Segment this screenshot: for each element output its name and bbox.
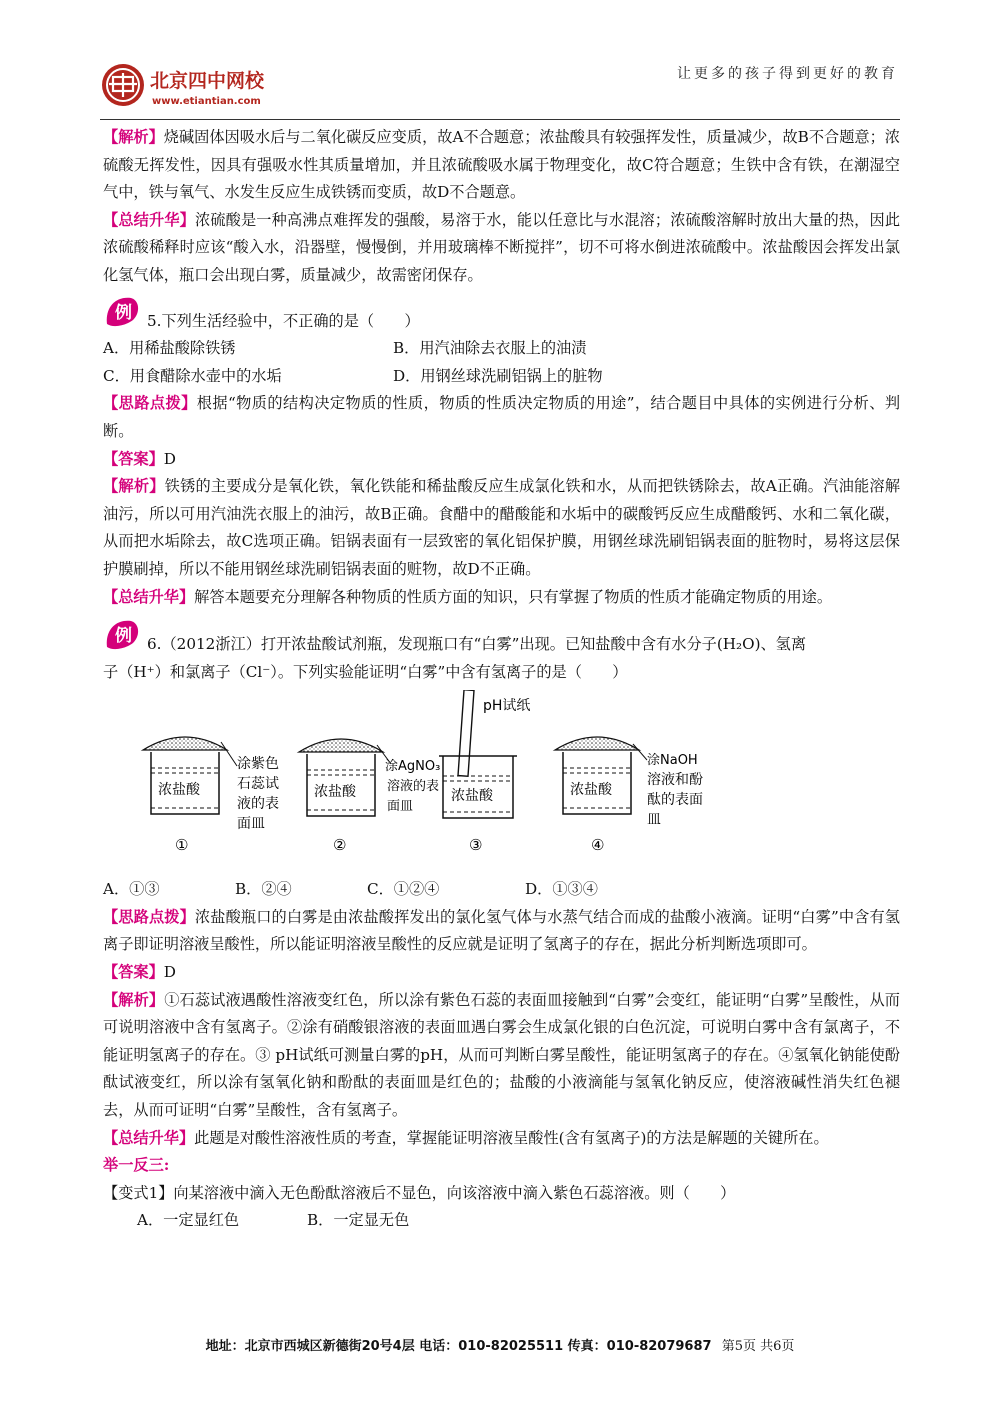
q5-options-row2	[103, 363, 900, 391]
page-content	[103, 124, 900, 1235]
beaker-4-number: ④	[591, 836, 605, 855]
beaker-3-label: 浓盐酸	[451, 788, 493, 805]
beaker-2-label: 浓盐酸	[314, 784, 356, 801]
block1-analysis	[103, 124, 900, 207]
example-badge-text: 例	[115, 302, 132, 323]
q5-summary	[103, 584, 900, 612]
q5-hint	[103, 390, 900, 445]
q5-answer	[103, 446, 900, 474]
q5-option-a: A．用稀盐酸除铁锈	[103, 339, 236, 358]
label-4-line4: 皿	[647, 812, 661, 829]
q6-options	[103, 876, 900, 904]
q6-option-a: A．①③	[103, 880, 160, 899]
hint-text: 浓盐酸瓶口的白雾是由浓盐酸挥发出的氯化氢气体与水蒸气结合而成的盐酸小液滴。证明“白雾”中含有氢离子即证明溶液呈酸性，所以能证明溶液呈酸性的反应就是证明了氢离子的存在，据此分析判断选项即可。	[103, 907, 900, 954]
q5-options-row1	[103, 335, 900, 363]
question-5	[103, 302, 900, 336]
beaker-4	[555, 737, 703, 854]
question-6-text-line2: 子（H⁺）和氯离子（Cl⁻）。下列实验能证明“白雾”中含有氢离子的是（ ）	[103, 662, 628, 681]
summary-text: 解答本题要充分理解各种物质的性质方面的知识，只有掌握了物质的性质才能确定物质的用途。	[194, 587, 832, 606]
analysis-text: 烧碱固体因吸水后与二氧化碳反应变质，故A不合题意；浓盐酸具有较强挥发性，质量减少，故B不合题意；浓硫酸无挥发性，因具有强吸水性其质量增加，并且浓硫酸吸水属于物理变化，故C符合题意；生铁中含有铁，在潮湿空气中，铁与氧气、水发生反应生成铁锈而变质，故D不合题意。	[103, 128, 900, 202]
beaker-1	[143, 737, 279, 854]
analysis-tag: 【解析】	[103, 477, 165, 496]
q6-hint	[103, 904, 900, 959]
summary-tag: 【总结升华】	[103, 587, 195, 606]
answer-text: D	[163, 963, 176, 982]
beaker-1-number: ①	[175, 836, 189, 855]
question-6-text-line1: 6.（2012浙江）打开浓盐酸试剂瓶，发现瓶口有“白雾”出现。已知盐酸中含有水分子(H₂O)、氢离	[147, 635, 807, 654]
hint-text: 根据“物质的结构决定物质的性质，物质的性质决定物质的用途”，结合题目中具体的实例进行分析、判断。	[103, 394, 901, 440]
label-2-line3: 面皿	[387, 799, 414, 815]
beaker-3-number: ③	[469, 836, 483, 855]
label-1-line2: 石蕊试	[237, 776, 279, 793]
label-4-line3: 酞的表面	[647, 792, 703, 809]
header-slogan: 让更多的孩子得到更好的教育	[677, 66, 898, 82]
analysis-text: 铁锈的主要成分是氧化铁，氧化铁能和稀盐酸反应生成氯化铁和水，从而把铁锈除去，故A正确。汽油能溶解油污，所以可用汽油洗衣服上的油污，故B正确。食醋中的醋酸能和水垢中的碳酸钙反应生成醋酸钙、水和二氧化碳，从而把水垢除去，故C选项正确。铝锅表面有一层致密的氧化铝保护膜，用钢丝球洗刷铝锅表面的脏物时，易将这层保护膜刷掉，所以不能用钢丝球洗刷铝锅表面的赃物，故D不正确。	[103, 477, 901, 578]
ph-paper-label: pH试纸	[483, 698, 531, 715]
analysis-tag: 【解析】	[103, 128, 164, 146]
question-5-text: 5.下列生活经验中，不正确的是（ ）	[147, 311, 420, 330]
experiment-figure	[103, 690, 900, 870]
example-badge-icon	[103, 617, 143, 645]
answer-tag: 【答案】	[103, 449, 164, 468]
analysis-text: ①石蕊试液遇酸性溶液变红色，所以涂有紫色石蕊的表面皿接触到“白雾”会变红，能证明“白雾”呈酸性，从而可说明溶液中含有氢离子。②涂有硝酸银溶液的表面皿遇白雾会生成氯化银的白色沉淀，可说明白雾中含有氯离子，不能证明氢离子的存在。③ pH试纸可测量白雾的pH，从而可判断白雾呈酸性，能证明氢离子的存在。④氢氧化钠能使酚酞试液变红，所以涂有氢氧化钠和酚酞的表面皿是红色的；盐酸的小液滴能与氢氧化钠反应，使溶液碱性消失红色褪去，从而可证明“白雾”呈酸性，含有氢离子。	[103, 990, 900, 1120]
practice-options	[103, 1207, 900, 1235]
beaker-3	[439, 690, 530, 854]
block1-summary	[103, 207, 900, 290]
logo-url: www.etiantian.com	[152, 96, 261, 107]
summary-text: 浓硫酸是一种高沸点难挥发的强酸，易溶于水，能以任意比与水混溶；浓硫酸溶解时放出大量的热，因此浓硫酸稀释时应该“酸入水，沿器壁，慢慢倒，并用玻璃棒不断搅拌”，切不可将水倒进浓硫酸中。浓盐酸因会挥发出氯化氢气体，瓶口会出现白雾，质量减少，故需密闭保存。	[103, 210, 901, 284]
q5-option-d: D．用钢丝球洗刷铝锅上的脏物	[393, 366, 603, 385]
q6-summary	[103, 1125, 900, 1153]
q5-option-b: B．用汽油除去衣服上的油渍	[393, 339, 587, 358]
q6-option-d: D．①③④	[525, 880, 598, 899]
beaker-2-number: ②	[333, 836, 347, 855]
beakers-diagram	[103, 690, 900, 870]
beaker-1-label: 浓盐酸	[158, 782, 200, 799]
summary-tag: 【总结升华】	[103, 1128, 195, 1147]
summary-text: 此题是对酸性溶液性质的考查，掌握能证明溶液呈酸性(含有氢离子)的方法是解题的关键所在。	[194, 1128, 829, 1147]
example-badge-text: 例	[115, 626, 132, 647]
school-logo	[100, 61, 300, 111]
beaker-2	[299, 739, 440, 854]
q6-option-b: B．②④	[235, 880, 292, 899]
practice-heading: 举一反三:	[103, 1156, 170, 1175]
footer-page-number: 第5页 共6页	[721, 1339, 795, 1354]
answer-tag: 【答案】	[103, 963, 164, 982]
footer-address: 地址：北京市西城区新德街20号4层 电话：010-82025511 传真：010-82079687	[205, 1339, 712, 1354]
q5-analysis	[103, 473, 900, 583]
q6-option-c: C．①②④	[367, 880, 440, 899]
label-1-line4: 面皿	[237, 816, 265, 833]
practice-variant-1: 【变式1】向某溶液中滴入无色酚酞溶液后不显色，向该溶液中滴入紫色石蕊溶液。则（ ）	[103, 1183, 736, 1202]
label-2-line1: 涂AgNO₃	[385, 759, 441, 775]
practice-option-a: A．一定显红色	[137, 1211, 240, 1230]
label-2-line2: 溶液的表	[387, 779, 440, 795]
label-1-line3: 液的表	[237, 796, 279, 813]
hint-tag: 【思路点拨】	[103, 907, 195, 926]
page-header	[100, 55, 900, 115]
label-4-line2: 溶液和酚	[647, 772, 703, 789]
practice-option-b: B．一定显无色	[307, 1211, 410, 1230]
page-footer	[0, 1335, 1000, 1354]
example-badge-icon	[103, 294, 143, 322]
q6-answer	[103, 959, 900, 987]
question-6	[103, 626, 900, 659]
hint-tag: 【思路点拨】	[103, 394, 197, 413]
label-1-line1: 涂紫色	[237, 756, 279, 773]
summary-tag: 【总结升华】	[103, 210, 195, 229]
label-4-line1: 涂NaOH	[647, 753, 698, 769]
analysis-tag: 【解析】	[103, 990, 165, 1009]
answer-text: D	[163, 449, 176, 468]
beaker-4-label: 浓盐酸	[570, 782, 612, 799]
q5-option-c: C．用食醋除水壶中的水垢	[103, 366, 282, 385]
q6-analysis	[103, 987, 900, 1125]
header-divider	[100, 119, 900, 120]
logo-title: 北京四中网校	[150, 70, 265, 92]
